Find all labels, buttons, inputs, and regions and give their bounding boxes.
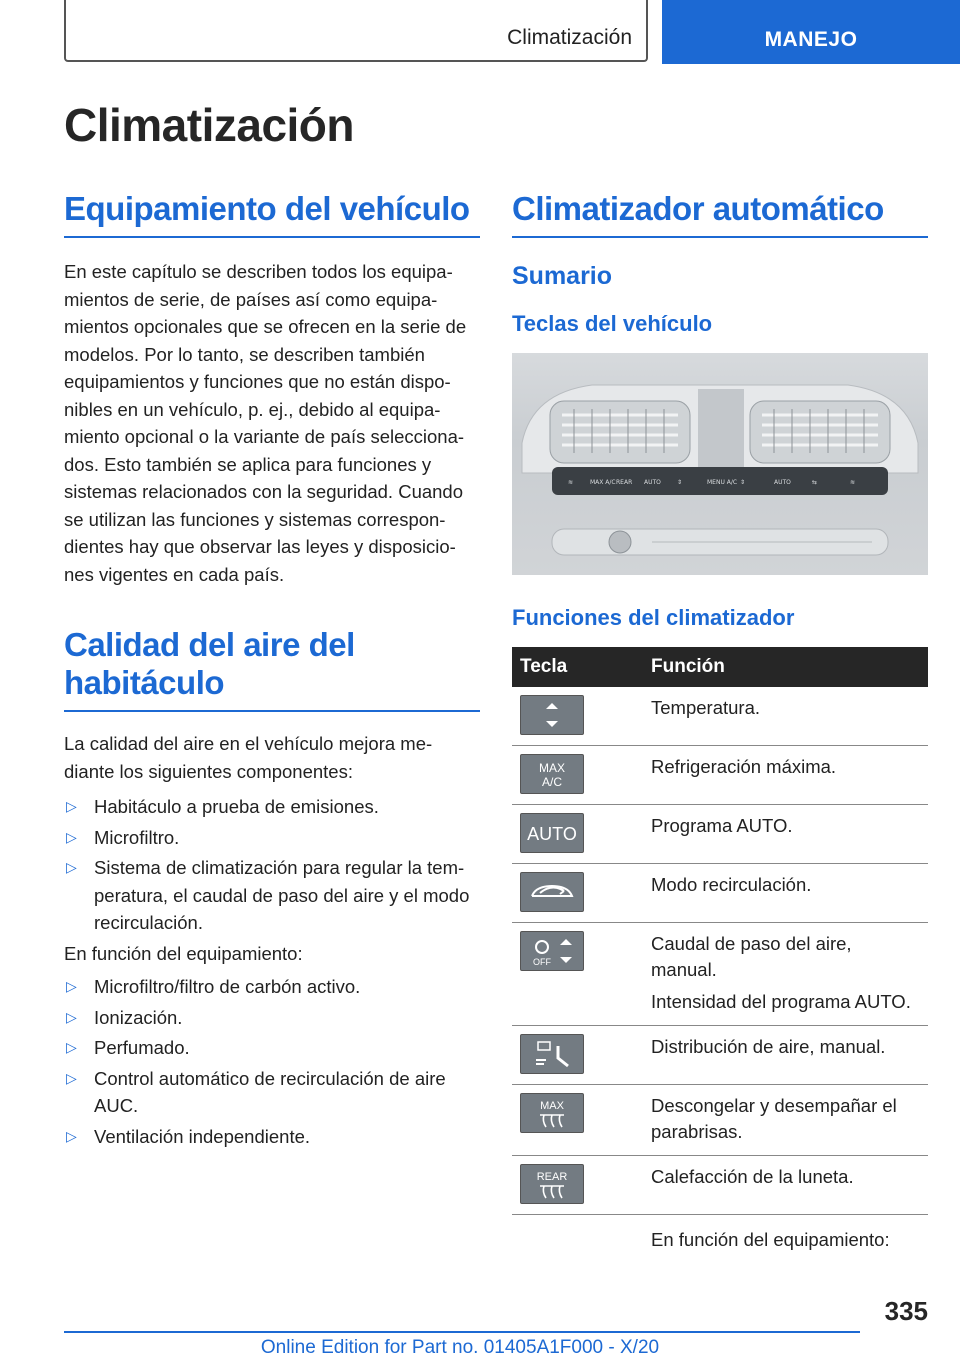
component-list-item [64, 854, 480, 937]
max-defrost-icon [520, 1093, 584, 1133]
section-title-auto-climate: Climatizador automático [512, 190, 928, 238]
optional-list-item [64, 1034, 480, 1062]
svg-text:⇆: ⇆ [812, 479, 818, 486]
list-item-text: Microfiltro. [94, 826, 180, 848]
equipment-note: En función del equipamiento: [64, 942, 303, 964]
list-item-text: recirculación. [94, 912, 203, 933]
table-row [512, 923, 928, 1026]
chapter-tab[interactable]: MANEJO [662, 0, 960, 64]
intro-line2: diante los siguientes componentes: [64, 760, 353, 782]
paragraph-line: mientos opcionales que se ofrecen en la serie de [64, 316, 467, 337]
rear-defrost-icon [520, 1164, 584, 1204]
climate-functions-table [512, 647, 928, 1263]
climate-panel-illustration [512, 353, 928, 575]
right-column [512, 190, 928, 1263]
left-column [64, 190, 480, 1153]
recirculation-icon [520, 872, 584, 912]
list-item-text: Perfumado. [94, 1037, 190, 1058]
function-cell [643, 1085, 928, 1156]
optional-list-item [64, 1065, 480, 1120]
function-text: Caudal de paso del aire, manual. [651, 933, 852, 980]
temperature-arrows-icon [520, 695, 584, 735]
function-text: Calefacción de la luneta. [651, 1166, 854, 1187]
page-header [0, 0, 960, 66]
function-text: Distribución de aire, manual. [651, 1036, 886, 1057]
air-quality-intro [64, 730, 480, 785]
air-quality-title-line1: Calidad del aire del [64, 626, 355, 663]
key-cell [512, 805, 643, 864]
svg-text:MAX: MAX [538, 761, 566, 775]
function-text: Refrigeración máxima. [651, 756, 837, 777]
paragraph-line: dientes hay que observar las leyes y disposicio- [64, 536, 456, 557]
table-row [512, 746, 928, 805]
component-list-item [64, 824, 480, 852]
paragraph-line: modelos. Por lo tanto, se describen también [64, 343, 425, 365]
paragraph-line: miento opcional o la variante de país selecciona- [64, 426, 465, 447]
triangle-bullet-icon: ▷ [66, 1127, 77, 1144]
edition-footer: Online Edition for Part no. 01405A1F000 - X/20 [260, 1337, 660, 1358]
function-cell [643, 1026, 928, 1085]
svg-text:REAR: REAR [536, 1171, 568, 1183]
header-key: Tecla [512, 647, 643, 687]
max-ac-icon [520, 754, 584, 794]
subtitle-vehicle-keys: Teclas del vehículo [512, 311, 713, 336]
svg-text:A/C: A/C [541, 775, 563, 789]
function-text: Temperatura. [651, 697, 760, 718]
function-cell [643, 746, 928, 805]
function-text: parabrisas. [651, 1121, 743, 1142]
function-cell [643, 805, 928, 864]
page-number: 335 [884, 1296, 928, 1326]
photo-label-rear: REAR [616, 479, 633, 486]
equipment-paragraph [64, 258, 480, 588]
air-distribution-icon [520, 1034, 584, 1074]
table-row-note [512, 1215, 928, 1264]
triangle-bullet-icon: ▷ [66, 1008, 77, 1025]
table-header-row [512, 647, 928, 687]
component-list [64, 793, 480, 937]
paragraph-line: equipamientos y funciones que no están dispo- [64, 371, 451, 392]
list-item-text: Control automático de recirculación de aire [94, 1067, 446, 1089]
auto-icon [520, 813, 584, 853]
table-row [512, 1156, 928, 1215]
paragraph-line: se utilizan las funciones y sistemas correspon- [64, 508, 446, 530]
optional-list-item [64, 973, 480, 1001]
list-item-text: Habitáculo a prueba de emisiones. [94, 796, 379, 817]
svg-text:MAX: MAX [540, 1100, 564, 1112]
triangle-bullet-icon: ▷ [66, 828, 77, 845]
paragraph-line: mientos de serie, de países así como equipa- [64, 288, 438, 310]
optional-list-item [64, 1004, 480, 1032]
key-cell [512, 1026, 643, 1085]
function-text-secondary: Intensidad del programa AUTO. [651, 991, 911, 1012]
svg-text:OFF: OFF [533, 957, 551, 967]
section-label: Climatización [507, 26, 632, 49]
climate-panel-photo [512, 353, 928, 575]
key-cell [512, 864, 643, 923]
empty-key-cell [512, 1215, 643, 1264]
list-item-text: AUC. [94, 1095, 139, 1116]
paragraph-line: En este capítulo se describen todos los equipa- [64, 261, 453, 282]
footer-divider [64, 1331, 860, 1333]
photo-label-auto-right: AUTO [774, 479, 791, 486]
component-list-item [64, 793, 480, 821]
photo-label-auto-left: AUTO [644, 479, 661, 486]
function-text: Descongelar y desempañar el [651, 1095, 897, 1116]
table-row [512, 1085, 928, 1156]
triangle-bullet-icon: ▷ [66, 1069, 77, 1086]
paragraph-line: nibles en un vehículo, p. ej., debido al equipa- [64, 398, 441, 420]
table-row [512, 864, 928, 923]
page-title: Climatización [64, 99, 355, 151]
table-row [512, 1026, 928, 1085]
list-item-text: Ventilación independiente. [94, 1125, 311, 1147]
section-title-air-quality [64, 626, 480, 712]
subtitle-summary: Sumario [512, 262, 613, 290]
optional-component-list [64, 973, 480, 1150]
triangle-bullet-icon: ▷ [66, 1039, 77, 1055]
paragraph-line: nes vigentes en cada país. [64, 563, 285, 585]
list-item-text: Microfiltro/filtro de carbón activo. [94, 976, 361, 997]
section-header-box [64, 0, 648, 62]
triangle-bullet-icon: ▷ [66, 978, 77, 994]
function-cell [643, 687, 928, 746]
photo-label-max-ac: MAX A/C [590, 479, 616, 486]
triangle-bullet-icon: ▷ [66, 798, 77, 814]
svg-text:≋: ≋ [850, 479, 856, 486]
paragraph-line: dos. Esto también se aplica para funciones y [64, 453, 432, 475]
intro-line1: La calidad del aire en el vehículo mejora me- [64, 733, 433, 754]
svg-text:AUTO: AUTO [527, 824, 577, 844]
svg-text:⇕: ⇕ [740, 479, 746, 486]
function-cell [643, 1156, 928, 1215]
section-title-equipment: Equipamiento del vehículo [64, 190, 480, 238]
key-cell [512, 687, 643, 746]
table-row [512, 687, 928, 746]
function-text: Modo recirculación. [651, 874, 812, 895]
list-item-text: Ionización. [94, 1006, 183, 1028]
function-text: Programa AUTO. [651, 815, 793, 836]
function-cell [643, 864, 928, 923]
svg-text:⇕: ⇕ [677, 479, 683, 486]
fan-speed-icon [520, 931, 584, 971]
key-cell [512, 1085, 643, 1156]
list-item-text: Sistema de climatización para regular la tem- [94, 857, 465, 878]
key-cell [512, 1156, 643, 1215]
triangle-bullet-icon: ▷ [66, 859, 77, 875]
equipment-note-cell: En función del equipamiento: [651, 1229, 890, 1250]
function-cell [643, 923, 928, 1026]
svg-text:≋: ≋ [568, 479, 574, 486]
optional-list-item [64, 1123, 480, 1151]
table-title: Funciones del climatizador [512, 605, 795, 630]
air-quality-title-line2: habitáculo [64, 664, 225, 701]
paragraph-line: sistemas relacionados con la seguridad. Cuando [64, 481, 464, 502]
photo-label-menu: MENU A/C [707, 479, 738, 486]
list-item-text: peratura, el caudal de paso del aire y el modo [94, 884, 470, 906]
table-row [512, 805, 928, 864]
key-cell [512, 923, 643, 1026]
header-function: Función [643, 647, 928, 687]
key-cell [512, 746, 643, 805]
